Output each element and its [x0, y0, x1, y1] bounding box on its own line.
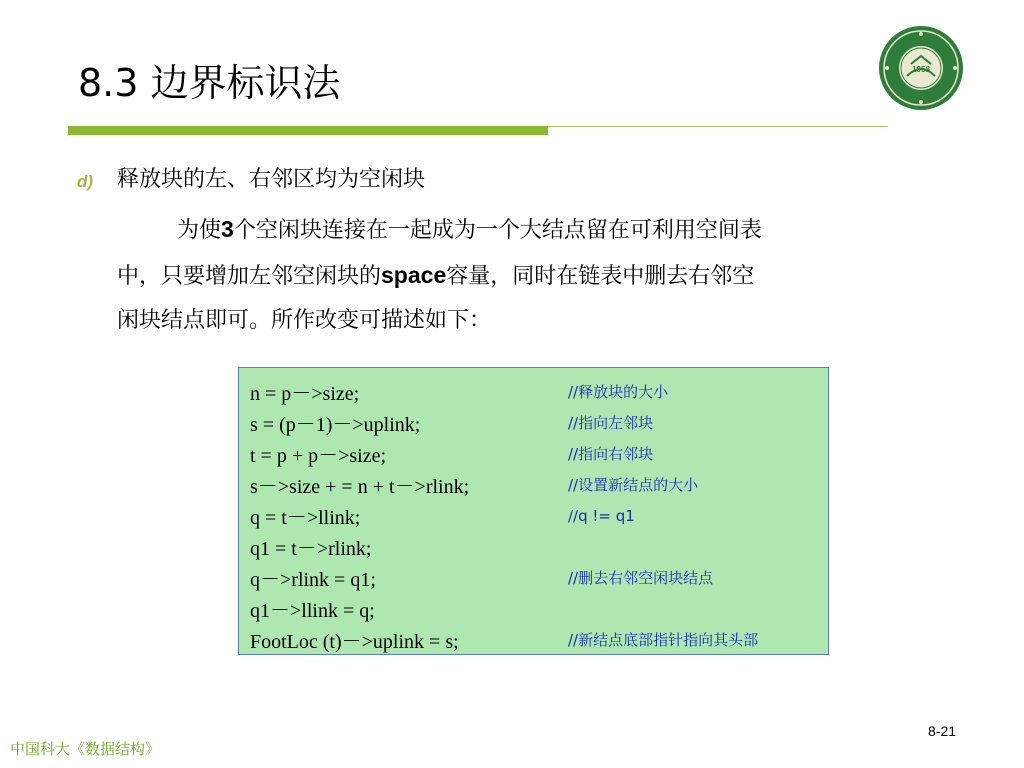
university-seal-icon [877, 24, 965, 112]
description-paragraph [117, 207, 947, 343]
paragraph-text: 为使 [177, 218, 222, 243]
title-underline-thick [68, 126, 548, 135]
code-row [250, 562, 828, 593]
paragraph-bold-number: 3 [221, 216, 234, 242]
code-row [250, 376, 828, 407]
code-line: q1 = t－>rlink; [250, 538, 372, 560]
code-row [250, 438, 828, 469]
code-line: s = (p－1)－>uplink; [250, 414, 421, 436]
bullet-heading: 释放块的左、右邻区均为空闲块 [117, 167, 426, 192]
code-row [250, 407, 828, 438]
code-row [250, 624, 828, 655]
code-comment: //释放块的大小 [568, 383, 669, 401]
code-row [250, 531, 828, 562]
code-block [238, 367, 829, 655]
code-line: q－>rlink = q1; [250, 569, 376, 591]
code-line: n = p－>size; [250, 383, 360, 405]
code-row [250, 469, 828, 500]
paragraph-line-2 [117, 253, 947, 299]
paragraph-text: 中，只要增加左邻空闲块的 [117, 264, 382, 289]
code-comment: //指向左邻块 [568, 414, 654, 432]
code-comment: //q != q1 [568, 506, 635, 525]
paragraph-text: 个空闲块连接在一起成为一个大结点留在可利用空间表 [233, 218, 762, 243]
code-line: q = t－>llink; [250, 507, 361, 529]
code-comment: //指向右邻块 [568, 445, 654, 463]
bullet-marker: d) [77, 172, 94, 191]
code-line: t = p + p－>size; [250, 445, 387, 467]
code-comment: //删去右邻空闲块结点 [568, 569, 714, 587]
footer-course-name: 中国科大《数据结构》 [10, 740, 161, 758]
code-row [250, 593, 828, 624]
code-comment: //设置新结点的大小 [568, 476, 699, 494]
code-line: q1－>llink = q; [250, 600, 375, 622]
page-number: 8-21 [928, 723, 957, 739]
paragraph-text: 容量，同时在链表中删去右邻空 [446, 264, 755, 289]
slide-title: 8.3 边界标识法 [78, 61, 341, 105]
code-line: s－>size + = n + t－>rlink; [250, 476, 470, 498]
logo-year: 1958 [912, 65, 930, 74]
code-comment: //新结点底部指针指向其头部 [568, 631, 759, 649]
paragraph-bold-term: space [381, 262, 447, 288]
code-line: FootLoc (t)－>uplink = s; [250, 631, 459, 653]
paragraph-line-3: 闲块结点即可。所作改变可描述如下： [117, 308, 492, 333]
paragraph-line-1 [117, 207, 947, 253]
code-row [250, 500, 828, 531]
title-underline-thin [548, 126, 888, 127]
